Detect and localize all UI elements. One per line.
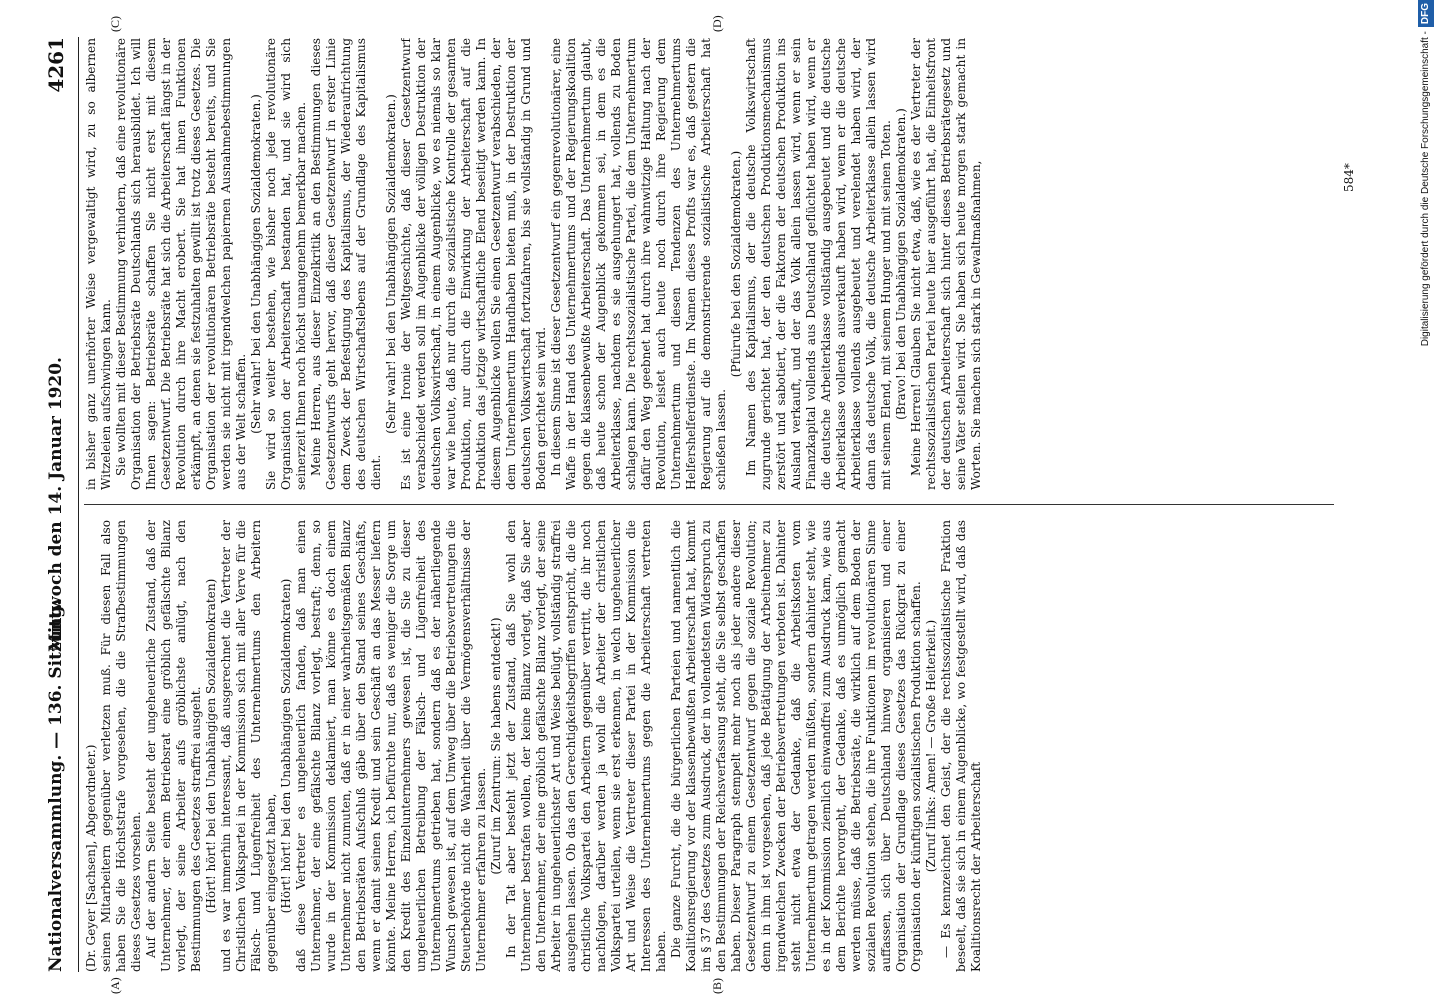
interjection: (Sehr wahr! bei den Unabhängigen Sozialdemokraten.) <box>384 94 398 434</box>
paragraph: Auf der andern Seite besteht der ungeheuerliche Zustand, daß der Unternehmer, der einem Betriebsrat eine gröblich gefälschte Bilanz vorlegt, der seine Arbeiter aufs gröblichste anlügt, nach den Bestimmungen des Gesetzes straffrei ausgeht. <box>144 520 203 972</box>
paragraph: In der Tat aber besteht jetzt der Zustand, daß Sie wohl den Unternehmer bestrafen wollen, der keine Bilanz vorlegt, daß Sie aber den Unternehmer, der eine gröblich gefälschte Bilanz vorlegt, der seine Arbeiter in ungeheuerlichster Art und Weise belügt, vollständig straffrei ausgehen lassen. Ob das den Gerechtigkeitsbegriffen entspricht, die die christliche Volkspartei den Arbeitern gegenüber vertritt, die ihr noch nachfolgen, darüber werden ja wohl die Arbeiter der christlichen Volkspartei urteilen, wenn sie erst erkennen, in welch ungeheuerlicher Art und Weise die Vertreter dieser Partei in der Kommission die Interessen des Unternehmertums gegen die Arbeiterschaft vertreten haben. <box>504 520 668 972</box>
header-rule <box>78 37 79 972</box>
margin-marker-c: (C) <box>108 16 122 32</box>
dfg-logo: DFG <box>1418 0 1434 27</box>
left-column <box>84 520 1352 972</box>
paragraph: in bisher ganz unerhörter Weise vergewaltigt wird, zu so albernen Witzeleien aufschwingen kann. <box>84 38 113 490</box>
paragraph: Die ganze Furcht, die die bürgerlichen Parteien und namentlich die Koalitionsregierung vor der klassenbewußten Arbeiterschaft hat, kommt im § 37 des Gesetzes zum Ausdruck, der in vollendetsten Widerspruch zu den Bestimmungen der Reichsverfassung steht, die Sie selbst geschaffen haben. Dieser Paragraph stempelt mehr noch als jeder andere dieser Gesetzentwurf zu einem Gesetzentwurf gegen die soziale Revolution; denn in ihm ist vorgesehen, daß jede Betätigung der Arbeitnehmer zu irgendwelchen Zwecken der Betriebsvertretungen verboten ist. Dahinter steht nicht etwa der Gedanke, daß die Arbeitskosten vom Unternehmertum getragen werden müßten, sondern dahinter steht, wie es in der Kommission ziemlich einwandfrei zum Ausdruck kam, wie aus dem Berichte hervorgeht, der Gedanke, daß es unmöglich gemacht werden müsse, daß die Betriebsräte, die wirklich auf dem Boden der sozialen Revolution stehen, die ihre Funktionen im revolutionären Sinne auffassen, sich über Deutschland hinweg organisieren und einer Organisation der Grundlage dieses Gesetzes das Rückgrat zu einer Organisation der künftigen sozialistischen Produktion schaffen. <box>669 520 923 972</box>
paragraph: Es ist eine Ironie der Weltgeschichte, daß dieser Gesetzentwurf verabschiedet werden soll im Augenblicke der völligen Destruktion der deutschen Volkswirtschaft, in einem Augenblicke, wo es niemals so klar war wie heute, daß nur durch die sozialistische Kontrolle der gesamten Produktion, nur durch die Einwirkung der Arbeiterschaft auf die Produktion das jetzige wirtschaftliche Elend beseitigt werden kann. In diesem Augenblicke wollen Sie einen Gesetzentwurf verabschieden, der dem Unternehmertum Handhaben bieten muß, in der Destruktion der deutschen Volkswirtschaft fortzufahren, bis sie vollständig in Grund und Boden gerichtet sein wird. <box>399 38 548 490</box>
paragraph: Meine Herren! Glauben Sie nicht etwa, daß, wie es der Vertreter der rechtssozialistischen Partei heute hier ausgeführt hat, die Einheitsfront der deutschen Arbeiterschaft sich hinter dieses Betriebsrätegesetz und seine Väter stellen wird. Sie haben sich heute morgen stark gemacht in Worten. Sie machen sich stark in Gewaltmaßnahmen, <box>909 38 983 490</box>
digitization-notice <box>1418 0 1434 1000</box>
interjection: (Zuruf links: Amen! — Große Heiterkeit.) <box>924 619 938 873</box>
header-left: Nationalversammlung. — 136. Sitzung. <box>46 599 66 972</box>
paragraph: seinen Mitarbeitern gegenüber verletzen muß. Für diesen Fall also haben Sie die Höchststrafe vorgesehen, die die Strafbestimmungen dieses Gesetzes vorsehen. <box>99 520 143 972</box>
paragraph: Meine Herren, aus dieser Einzelkritik an den Bestimmungen dieses Gesetzentwurfs geht hervor, daß dieser Gesetzentwurf in erster Linie dem Zweck der Befestigung des Kapitalismus, der Wiederaufrichtung des deutschen Wirtschaftslebens auf der Grundlage des Kapitalismus dient. <box>309 38 383 490</box>
interjection: (Sehr wahr! bei den Unabhängigen Sozialdemokraten.) <box>249 94 263 434</box>
margin-marker-a: (A) <box>108 977 122 994</box>
margin-marker-b: (B) <box>710 978 724 994</box>
header-page-number: 4261 <box>44 37 68 93</box>
paragraph: Sie wird so weiter bestehen, wie bisher noch jede revolutionäre Organisation der Arbeiterschaft bestanden hat, und sie wird sich seinerzeit Ihnen noch höchst unangenehm bemerkbar machen. <box>264 38 308 490</box>
interjection: (Bravo! bei den Unabhängigen Sozialdemokraten.) <box>894 108 908 420</box>
paragraph: und es war immerhin interessant, daß ausgerechnet die Vertreter der Christlichen Volkspartei in der Kommission sich mit aller Verve für die Fälsch- und Lügenfreiheit des Unternehmertums den Arbeitern gegenüber eingesetzt haben, <box>219 520 278 972</box>
digitization-text: Digitalisierung gefördert durch die Deutsche Forschungsgemeinschaft - <box>1420 31 1431 347</box>
interjection: (Hört! hört! bei den Unabhängigen Sozialdemokraten) <box>279 578 293 914</box>
page-body <box>40 15 1420 994</box>
paragraph: Sie wollten mit dieser Bestimmung verhindern, daß eine revolutionäre Organisation der Betriebsräte Deutschlands sich herausbildet. Ich will Ihnen sagen: Betriebsräte schaffen Sie nicht erst mit diesem Gesetzentwurf. Die Betriebsräte hat sich die Arbeiterschaft längst in der Revolution durch ihre Macht erobert. Sie hat ihnen Funktionen erkämpft, an denen sie festzuhalten gewillt ist trotz dieses Gesetzes. Die Organisation der revolutionären Betriebsräte besteht bereits, und Sie werden sie nicht mit irgendwelchen papiernen Ausnahmebestimmungen aus der Welt schaffen. <box>114 38 248 490</box>
page-code: 584* <box>1342 163 1356 192</box>
header-date: Mittwoch den 14. Januar 1920. <box>46 357 66 652</box>
paragraph: — Es kennzeichnet den Geist, der die rechtssozialistische Fraktion beseelt, daß sie sich in einem Augenblicke, wo festgestellt wird, daß das Koalitionsrecht der Arbeiterschaft <box>939 520 983 972</box>
column-divider <box>84 504 1334 505</box>
paragraph: In diesem Sinne ist dieser Gesetzentwurf ein gegenrevolutionärer, eine Waffe in der Hand des Unternehmertums und der Regierungskoalition gegen die klassenbewußte Arbeiterschaft. Das Unternehmertum glaubt, daß heute schon der Augenblick gekommen sei, in dem es die Arbeiterklasse, nachdem es sie ausgehungert hat, vollends zu Boden schlagen kann. Die rechtssozialistische Partei, die dem Unternehmertum dafür den Weg geebnet hat durch ihre wahnwitzige Haltung nach der Revolution, leistet auch heute noch durch ihre Regierung dem Unternehmertum und diesen Tendenzen des Unternehmertums Helfershelferdienste. Im Namen dieses Profits war es, daß gestern die Regierung auf die demonstrierende sozialistische Arbeiterschaft hat schießen lassen. <box>549 38 728 490</box>
margin-marker-d: (D) <box>710 15 724 32</box>
speaker-line: (Dr. Geyer [Sachsen], Abgeordneter.) <box>84 744 98 972</box>
paragraph: Im Namen des Kapitalismus, der die deutsche Volkswirtschaft zugrunde gerichtet hat, der den deutschen Produktionsmechanismus zerstört und sabotiert, der die Faktoren der deutschen Produktion ins Ausland verkauft, und der das Volk allein lassen wird, wenn er sein Finanzkapital vollends aus Deutschland geflüchtet haben wird, wenn er die deutsche Arbeiterklasse vollständig ausgebeutet und die deutsche Arbeiterklasse vollends ausverkauft haben wird, wenn er die deutsche Arbeiterklasse vollends ausgebeutet und verelendet haben wird, der dann das deutsche Volk, die deutsche Arbeiterklasse allein lassen wird mit seinem Elend, mit seinem Hunger und mit seinen Toten. <box>744 38 893 490</box>
interjection: (Pfuirufe bei den Sozialdemokraten.) <box>729 150 743 378</box>
paragraph: daß diese Vertreter es ungeheuerlich fanden, daß man einen Unternehmer, der eine gefälschte Bilanz vorlegt, bestraft; denn, so wurde in der Kommission deklamiert, man könne es doch einem Unternehmer nicht zumuten, daß er in einer wahrheitsgemäßen Bilanz den Betriebsräten Aufschluß gäbe über den Stand seines Geschäfts, wenn er damit seinen Kredit und sein Geschäft an das Messer liefern könnte. Meine Herren, ich befürchte nur, daß es weniger die Sorge um den Kredit des Einzelunternehmers gewesen ist, die Sie zu dieser ungeheuerlichen Betreibung der Fälsch- und Lügenfreiheit des Unternehmertums getrieben hat, sondern daß es der näherliegende Wunsch gewesen ist, auf dem Umweg über die Betriebsvertretungen die Steuerbehörde nicht die Wahrheit über die Vermögensverhältnisse der Unternehmer erfahren zu lassen. <box>294 520 488 972</box>
page-header <box>40 37 74 972</box>
right-column <box>84 38 1352 490</box>
interjection: (Zuruf im Zentrum: Sie habens entdeckt!) <box>489 617 503 875</box>
interjection: (Hört! hört! bei den Unabhängigen Sozialdemokraten) <box>204 578 218 914</box>
